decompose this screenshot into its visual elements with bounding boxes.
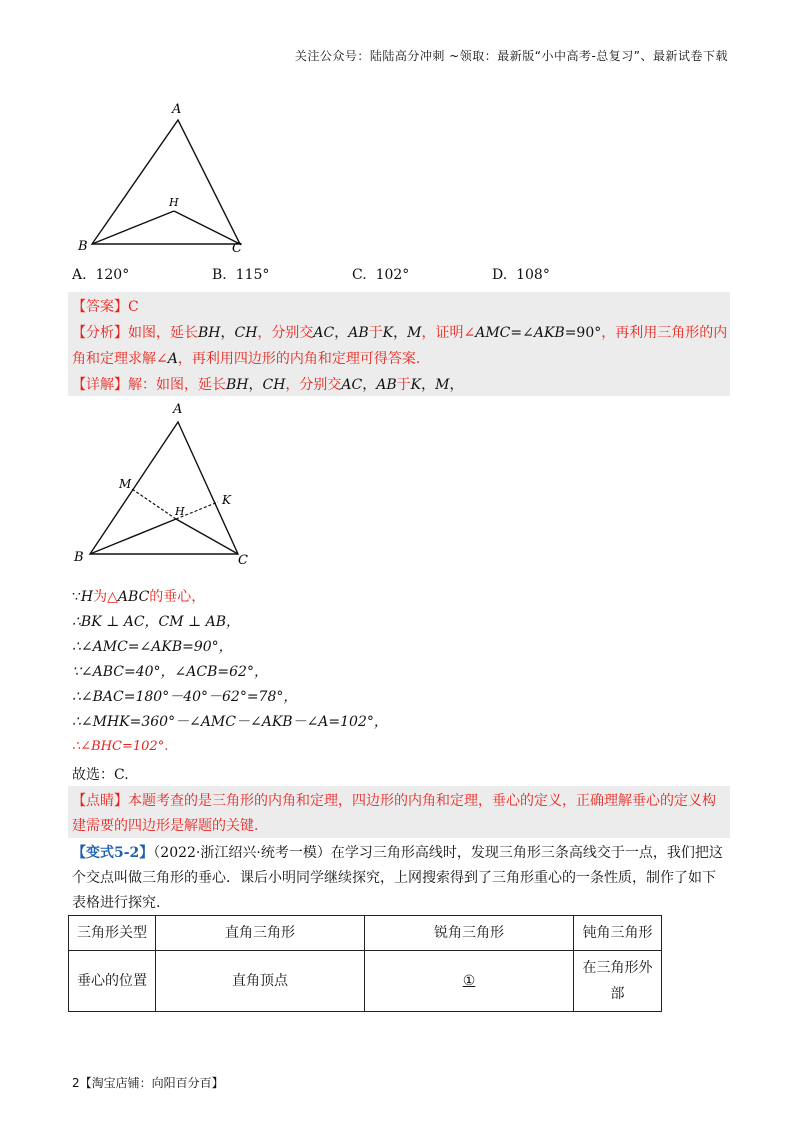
solution-step-6: ∴∠MHK=360°－∠AMC－∠AKB－∠A=102°， bbox=[72, 714, 388, 730]
solution-step-3: ∴∠AMC=∠AKB=90°， bbox=[72, 639, 233, 655]
choice-b[interactable]: B. 115° bbox=[212, 267, 270, 283]
table-row bbox=[69, 951, 662, 1012]
solution-step-2: ∴BK ⊥ AC，CM ⊥ AB， bbox=[72, 614, 241, 630]
answer-value: C bbox=[128, 299, 139, 315]
figure-triangle-1 bbox=[72, 98, 262, 260]
table-cell-obtuse: 在三角形外部 bbox=[574, 951, 662, 1012]
solution-step-1: ∵H为△ABC的垂心， bbox=[72, 589, 206, 605]
table-header-obtuse: 钝角三角形 bbox=[574, 916, 662, 951]
analysis-line-2: 角和定理求解∠A，再利用四边形的内角和定理可得答案. bbox=[72, 351, 421, 367]
point-line-1: 【点睛】本题考查的是三角形的内角和定理，四边形的内角和定理，垂心的定义，正确理解垂心的定义构 bbox=[72, 793, 716, 809]
table-header-type: 三角形关型 bbox=[69, 916, 156, 951]
label-m: M bbox=[119, 477, 132, 491]
table-header-acute: 锐角三角形 bbox=[365, 916, 574, 951]
variant-line-1: 【变式5-2】（2022·浙江绍兴·统考一模）在学习三角形高线时，发现三角形三条高线交于一点，我们把这 bbox=[72, 845, 723, 861]
variant-tag: 【变式5-2】 bbox=[72, 845, 154, 861]
variant-line-3: 表格进行探究. bbox=[72, 895, 161, 911]
point-line-2: 建需要的四边形是解题的关键. bbox=[72, 818, 259, 834]
choice-a[interactable]: A. 120° bbox=[72, 267, 130, 283]
table-row bbox=[69, 916, 662, 951]
answer-line: 【答案】C bbox=[72, 299, 139, 315]
blank-1: ① bbox=[462, 973, 476, 989]
header-note: 关注公众号：陆陆高分冲刺 ~领取：最新版“小中高考-总复习”、最新试卷下载 bbox=[294, 49, 728, 63]
label-b: B bbox=[78, 239, 88, 254]
label-c: C bbox=[238, 553, 248, 568]
label-a: A bbox=[172, 102, 182, 117]
table-cell-acute[interactable] bbox=[365, 951, 574, 1012]
choice-list bbox=[72, 267, 672, 289]
solution-step-8: 故选：C. bbox=[72, 767, 129, 783]
solution-step-7: ∴∠BHC=102°. bbox=[72, 739, 169, 754]
table-row-label: 垂心的位置 bbox=[69, 951, 156, 1012]
footer-text: 2【淘宝店铺：向阳百分百】 bbox=[72, 1076, 224, 1090]
figure-triangle-2 bbox=[68, 398, 258, 574]
label-h: H bbox=[169, 196, 179, 209]
choice-c[interactable]: C. 102° bbox=[352, 267, 410, 283]
detail-line: 【详解】解：如图，延长BH，CH，分别交AC，AB于K，M， bbox=[72, 377, 464, 393]
solution-step-4: ∵∠ABC=40°，∠ACB=62°， bbox=[72, 664, 268, 680]
orthocenter-table bbox=[68, 915, 662, 1012]
analysis-line-1: 【分析】如图，延长BH，CH，分别交AC，AB于K，M，证明∠AMC=∠AKB=90°，再利用三角形的内 bbox=[72, 325, 728, 341]
choice-d[interactable]: D. 108° bbox=[492, 267, 550, 283]
variant-line-2: 个交点叫做三角形的垂心．课后小明同学继续探究，上网搜索得到了三角形重心的一条性质，制作了如下 bbox=[72, 870, 716, 886]
label-a: A bbox=[173, 402, 183, 417]
table-header-right: 直角三角形 bbox=[156, 916, 365, 951]
label-b: B bbox=[74, 550, 84, 565]
label-c: C bbox=[232, 241, 242, 256]
label-k: K bbox=[222, 493, 231, 507]
label-h: H bbox=[175, 505, 185, 518]
solution-step-5: ∴∠BAC=180°－40°－62°=78°， bbox=[72, 689, 298, 705]
table-cell-right: 直角顶点 bbox=[156, 951, 365, 1012]
